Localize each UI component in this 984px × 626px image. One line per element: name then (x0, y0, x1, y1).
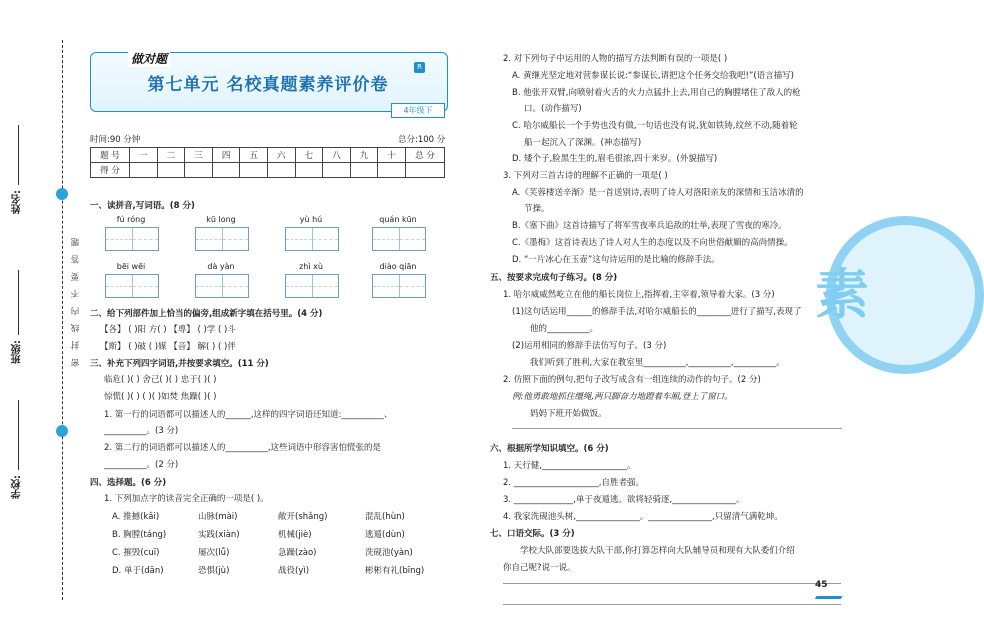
score-cell[interactable] (378, 163, 406, 178)
score-header-cell: 七 (295, 148, 323, 163)
check-mark-icon (815, 588, 847, 599)
option-b-word: 逃遁(dùn) (365, 530, 405, 540)
question-text: 2. ____________________,自胜者强。 (503, 478, 645, 488)
answer-grid[interactable] (195, 227, 249, 251)
binding-hole (56, 188, 68, 200)
answer-grid[interactable] (105, 274, 159, 298)
idiom-row: 惊慌( )( ) ( )( )如焚 焦躁( )( ) (104, 392, 217, 402)
question-text: 3. 下列对三首古诗的理解不正确的一项是( ) (503, 171, 668, 181)
option-a[interactable]: A. 黄继光坚定地对营参谋长说:“参谋长,请把这个任务交给我吧!”(语言描写) (512, 71, 794, 81)
section-3-title: 三、补充下列四字词语,并按要求填空。(11 分) (90, 359, 269, 369)
score-header-cell: 一 (130, 148, 158, 163)
pinyin: kū long (206, 215, 236, 224)
radical-row: 【斯】 ( )破 ( )媒 【音】 解( ) ( )伴 (100, 342, 236, 352)
score-table (90, 147, 445, 178)
score-header-cell: 题 号 (91, 148, 130, 163)
pinyin: yù hú (299, 215, 323, 224)
question-text: 妈妈下班开始做饭。 (530, 409, 607, 419)
question-text: 3. ______________,单于夜遁逃。欲将轻骑逐,_______________。 (503, 495, 745, 505)
section-4-title: 四、选择题。(6 分) (90, 478, 167, 488)
score-header-cell: 三 (185, 148, 213, 163)
score-cell[interactable] (350, 163, 378, 178)
option-c[interactable]: C. 摧毁(cuī) (112, 548, 160, 558)
score-cell[interactable] (130, 163, 158, 178)
score-cell[interactable] (406, 163, 445, 178)
option-a[interactable]: A. 推撼(kǎi) (112, 512, 160, 522)
seal-line (62, 40, 63, 600)
binding-margin (0, 0, 82, 626)
pinyin: diào qiān (379, 262, 417, 271)
answer-grid[interactable] (372, 227, 426, 251)
question-text: 学校大队部要选拔大队干部,你打算怎样向大队辅导员和现有大队委们介绍 (520, 546, 795, 556)
option-c-cont: 船一起沉入了深渊。(神态描写) (524, 138, 642, 148)
school-line[interactable] (18, 400, 19, 470)
option-d[interactable]: D. 矮个子,脸黑生生的,眉毛很浓,四十来岁。(外貌描写) (512, 154, 718, 164)
page-title: 第七单元 名校真题素养评价卷 (147, 75, 389, 95)
option-a-cont: 节操。 (524, 204, 550, 214)
section-2-title: 二、给下列部件加上恰当的偏旁,组成新字填在括号里。(4 分) (90, 309, 323, 319)
question-text: __________。(3 分) (104, 426, 179, 436)
question-text: 2. 第二行的词语都可以描述人的__________,这些词语中形容害怕慌张的是 (104, 443, 382, 453)
question-text: 我们听到了胜利,大家在教室里__________,__________,__________。 (530, 358, 785, 368)
score-header-cell: 五 (240, 148, 268, 163)
option-d-word: 彬彬有礼(bīng) (365, 566, 425, 576)
option-c[interactable]: C. 哈尔威船长一个手势也没有做,一句话也没有说,犹如铁铸,纹丝不动,随着轮 (512, 121, 798, 131)
question-text: 1. 天行健,____________________。 (503, 461, 636, 471)
score-cell[interactable] (212, 163, 240, 178)
score-header-cell: 六 (267, 148, 295, 163)
pinyin: zhì xù (299, 262, 323, 271)
section-6-title: 六、根据所学知识填空。(6 分) (490, 444, 609, 454)
name-label: 姓名: (12, 190, 23, 214)
example-sentence: 例:他勇敢地抓住缰绳,两只脚奋力地蹬着车厢,登上了窗口。 (512, 392, 733, 402)
option-b[interactable]: B. 胸膛(táng) (112, 530, 167, 540)
question-text: 1. 哈尔威威然屹立在他的船长岗位上,指挥着,主宰着,领导着大家。(3 分) (503, 290, 775, 300)
option-d[interactable]: D. 单于(dān) (112, 566, 164, 576)
option-b-word: 实践(xiàn) (198, 530, 240, 540)
pinyin: fú róng (116, 215, 146, 224)
option-c[interactable]: C.《墨梅》这首诗表达了诗人对人生的态度以及不向世俗献媚的高尚情操。 (512, 238, 793, 248)
question-text: __________。(2 分) (104, 460, 179, 470)
answer-line[interactable] (503, 604, 841, 605)
score-cell[interactable] (267, 163, 295, 178)
banner-tag: 做对题 (128, 50, 170, 67)
option-d[interactable]: D. “一片冰心在玉壶”这句诗运用的是比喻的修辞手法。 (512, 255, 720, 265)
option-c-word: 急躁(zào) (278, 548, 317, 558)
answer-grid[interactable] (285, 227, 339, 251)
score-header-cell: 四 (212, 148, 240, 163)
radical-row: 【各】 ( )阳 方( ) 【尃】 ( )学 ( )斗 (100, 325, 236, 335)
score-cell[interactable] (240, 163, 268, 178)
total-label: 总分:100 分 (398, 135, 446, 145)
idiom-row: 临危( )( ) 舍己( )( ) 忠于( )( ) (104, 375, 217, 385)
section-5-title: 五、按要求完成句子练习。(8 分) (490, 273, 618, 283)
question-text: 1. 第一行的词语都可以描述人的______,这样的四字词语还知道:__________、 (104, 410, 393, 420)
answer-grid[interactable] (195, 274, 249, 298)
score-cell[interactable] (157, 163, 185, 178)
answer-line[interactable] (512, 428, 842, 429)
edition-badge: R (414, 62, 425, 73)
pinyin: bēi wēi (116, 262, 146, 271)
option-a[interactable]: A.《芙蓉楼送辛渐》是一首送别诗,表明了诗人对洛阳亲友的深情和玉洁冰清的 (512, 188, 804, 198)
option-a-word: 敞开(shǎng) (278, 512, 328, 522)
question-text: 2. 对下列句子中运用的人物的描写方法判断有误的一项是( ) (503, 54, 728, 64)
question-text: (1)这句话运用______的修辞手法,对哈尔威船长的________进行了描写,表现了 (512, 307, 802, 317)
question-text: 他的__________。 (530, 324, 599, 334)
question-text: 你自己呢?说一说。 (503, 563, 576, 573)
question-text: 4. 我家洗砚池头树,_______________。_______________,只留清气满乾坤。 (503, 512, 783, 522)
option-c-word: 屡次(lǚ) (198, 548, 230, 558)
grade-label: 4年级下 (391, 103, 445, 118)
option-b[interactable]: B.《塞下曲》这首诗描写了将军雪夜率兵追敌的壮举,表现了雪夜的寒冷。 (512, 221, 787, 231)
score-cell[interactable] (295, 163, 323, 178)
question-text: (2)运用相同的修辞手法仿写句子。(3 分) (512, 341, 667, 351)
option-a-word: 混乱(hùn) (365, 512, 405, 522)
name-line[interactable] (18, 125, 19, 185)
question-text: 2. 仿照下面的例句,把句子改写成含有一组连续的动作的句子。(2 分) (503, 375, 761, 385)
option-d-word: 恐惧(jù) (198, 566, 230, 576)
class-label: 班级: (12, 340, 23, 364)
school-label: 学校: (12, 475, 23, 499)
answer-grid[interactable] (285, 274, 339, 298)
option-b-word: 机械(jiè) (278, 530, 312, 540)
answer-grid[interactable] (372, 274, 426, 298)
pinyin: quán kūn (379, 215, 417, 224)
score-cell[interactable] (185, 163, 213, 178)
score-header-cell: 总 分 (406, 148, 445, 163)
pinyin: dà yàn (207, 262, 235, 271)
watermark-stamp: 素 (826, 216, 984, 374)
option-d-word: 战役(yì) (278, 566, 310, 576)
page-number: 45 (815, 580, 828, 590)
score-header-cell: 八 (323, 148, 351, 163)
option-b-cont: 口。(动作描写) (524, 104, 582, 114)
option-c-word: 洗砚池(yàn) (365, 548, 413, 558)
class-line[interactable] (18, 270, 19, 335)
binding-hole (56, 425, 68, 437)
option-a-word: 山脉(mài) (198, 512, 238, 522)
score-header-cell: 九 (350, 148, 378, 163)
section-7-title: 七、口语交际。(3 分) (490, 529, 575, 539)
time-label: 时间:90 分钟 (90, 135, 141, 145)
score-cell[interactable] (323, 163, 351, 178)
question-text: 1. 下列加点字的读音完全正确的一项是( )。 (104, 494, 269, 504)
score-header-cell: 二 (157, 148, 185, 163)
section-1-title: 一、读拼音,写词语。(8 分) (90, 201, 195, 211)
option-b[interactable]: B. 他张开双臂,向喷射着火舌的火力点猛扑上去,用自己的胸膛堵住了敌人的枪 (512, 88, 801, 98)
answer-grid[interactable] (105, 227, 159, 251)
score-header-cell: 十 (378, 148, 406, 163)
score-header-row (91, 148, 445, 163)
score-row-label: 得 分 (91, 163, 130, 178)
seal-notice: 密 封 线 内 不 要 答 题 (71, 235, 81, 367)
score-row (91, 163, 445, 178)
answer-line[interactable] (503, 583, 841, 584)
